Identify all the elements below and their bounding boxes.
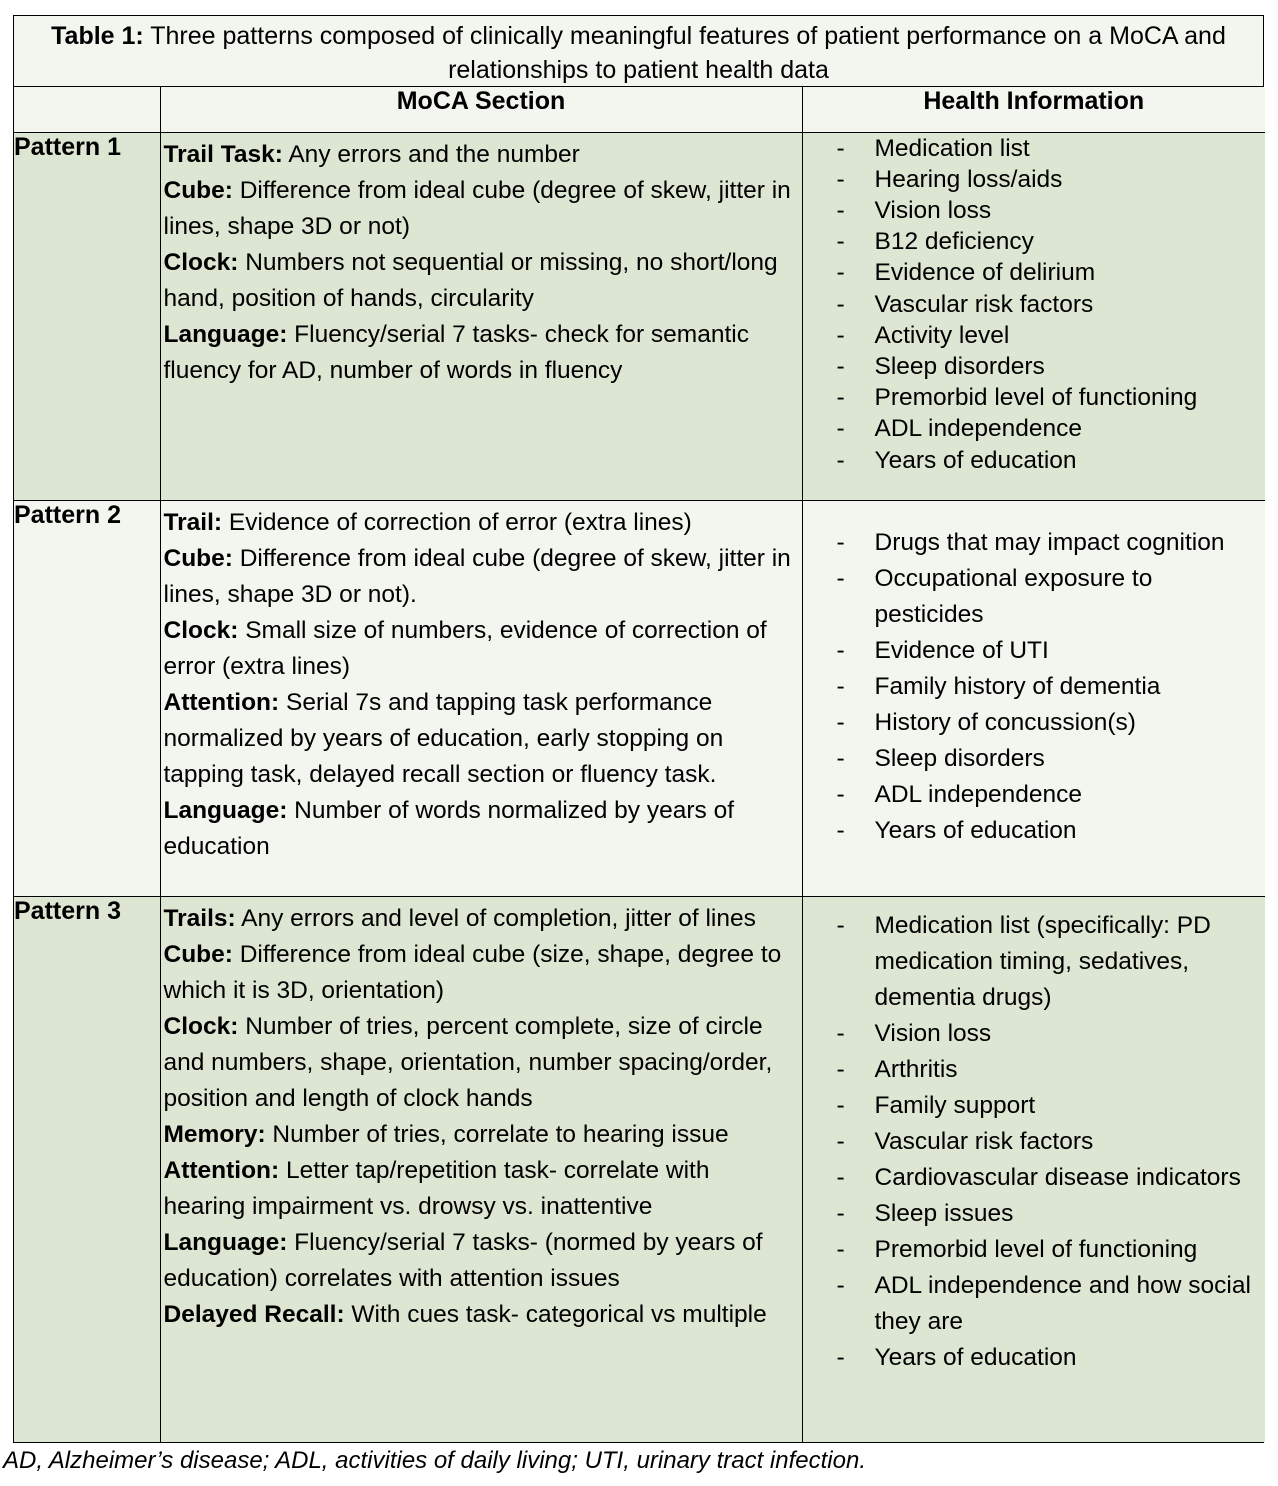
moca-cell [160, 896, 802, 1442]
list-item-text: ADL independence and how social they are [874, 1271, 1251, 1335]
moca-item [164, 901, 798, 937]
moca-item-term: Language: [163, 796, 288, 824]
table-caption [14, 16, 1263, 87]
moca-item [164, 1009, 798, 1117]
dash-bullet: - [836, 352, 845, 380]
list-item-text: ADL independence [874, 780, 1083, 808]
list-item [803, 1268, 1266, 1340]
list-item [803, 813, 1266, 849]
moca-item-text: Number of words normalized by years of education [163, 796, 734, 860]
moca-item-term: Cube: [163, 176, 233, 204]
caption-label: Table 1: [51, 22, 144, 50]
list-item-text: Occupational exposure to pesticides [874, 564, 1153, 628]
list-item-text: Family support [874, 1091, 1036, 1119]
list-item-text: Drugs that may impact cognition [874, 528, 1225, 556]
moca-item-text: Any errors and the number [282, 140, 580, 168]
moca-item-term: Attention: [163, 1156, 280, 1184]
list-item-text: Years of education [874, 816, 1077, 844]
moca-item [164, 937, 798, 1009]
list-item-text: Vision loss [874, 196, 992, 224]
list-item-text: B12 deficiency [874, 228, 1034, 256]
list-item [803, 1052, 1266, 1088]
dash-bullet: - [836, 134, 845, 162]
moca-item [164, 173, 798, 245]
list-item-text: Vision loss [874, 1019, 992, 1047]
list-item-text: Hearing loss/aids [874, 165, 1063, 193]
list-item [803, 164, 1266, 195]
patterns-table [14, 87, 1265, 1442]
list-item [803, 669, 1266, 705]
row-label: Pattern 1 [14, 132, 160, 500]
list-item [803, 1196, 1266, 1232]
header-row [14, 87, 1265, 132]
list-item [803, 525, 1266, 561]
dash-bullet: - [836, 1163, 845, 1191]
dash-bullet: - [836, 1091, 845, 1119]
list-item-text: Arthritis [874, 1055, 958, 1083]
moca-item-text: Letter tap/repetition task- correlate with hearing impairment vs. drowsy vs. inattentive [163, 1156, 710, 1220]
moca-item-text: Evidence of correction of error (extra lines) [222, 508, 692, 536]
list-item [803, 1124, 1266, 1160]
moca-item-term: Cube: [163, 940, 233, 968]
list-item [803, 1016, 1266, 1052]
dash-bullet: - [836, 816, 845, 844]
moca-item [164, 793, 798, 865]
moca-item-text: Difference from ideal cube (degree of skew, jitter in lines, shape 3D or not) [163, 176, 791, 240]
dash-bullet: - [836, 744, 845, 772]
list-item [803, 257, 1266, 288]
list-item-text: Evidence of UTI [874, 636, 1049, 664]
moca-cell [160, 500, 802, 896]
moca-item [164, 137, 798, 173]
row-label: Pattern 3 [14, 896, 160, 1442]
list-item [803, 705, 1266, 741]
list-item-text: History of concussion(s) [874, 708, 1136, 736]
table-row [14, 500, 1265, 896]
moca-item-text: Difference from ideal cube (size, shape, degree to which it is 3D, orientation) [163, 940, 782, 1004]
dash-bullet: - [836, 780, 845, 808]
list-item [803, 413, 1266, 444]
list-item [803, 633, 1266, 669]
list-item [803, 226, 1266, 257]
header-health-information: Health Information [802, 87, 1265, 132]
dash-bullet: - [836, 528, 845, 556]
moca-item-term: Delayed Recall: [163, 1300, 345, 1328]
moca-item-text: Small size of numbers, evidence of correction of error (extra lines) [163, 616, 767, 680]
list-item-text: Cardiovascular disease indicators [874, 1163, 1241, 1191]
moca-item-text: Numbers not sequential or missing, no short/long hand, position of hands, circularity [163, 248, 778, 312]
moca-item-term: Language: [163, 320, 288, 348]
moca-item-term: Clock: [163, 248, 239, 276]
moca-item-text: Number of tries, correlate to hearing issue [265, 1120, 729, 1148]
moca-item-text: Fluency/serial 7 tasks- check for semantic fluency for AD, number of words in fluency [163, 320, 749, 384]
list-item-text: Years of education [874, 1343, 1077, 1371]
list-item-text: Family history of dementia [874, 672, 1161, 700]
dash-bullet: - [836, 415, 845, 443]
list-item [803, 382, 1266, 413]
health-cell [802, 132, 1265, 500]
dash-bullet: - [836, 1019, 845, 1047]
caption-text: Three patterns composed of clinically meaningful features of patient performance on a MoCA and relationships to patient health data [150, 22, 1226, 84]
dash-bullet: - [836, 446, 845, 474]
moca-item [164, 1117, 798, 1153]
dash-bullet: - [836, 1343, 845, 1371]
list-item [803, 1340, 1266, 1376]
list-item-text: Premorbid level of functioning [874, 384, 1198, 412]
list-item-text: ADL independence [874, 415, 1083, 443]
moca-item-text: Any errors and level of completion, jitter of lines [235, 904, 756, 932]
header-blank [14, 87, 160, 132]
dash-bullet: - [836, 636, 845, 664]
dash-bullet: - [836, 1271, 845, 1299]
dash-bullet: - [836, 911, 845, 939]
moca-cell [160, 132, 802, 500]
dash-bullet: - [836, 708, 845, 736]
list-item-text: Sleep issues [874, 1199, 1014, 1227]
dash-bullet: - [836, 196, 845, 224]
list-item-text: Activity level [874, 321, 1010, 349]
moca-item-text: Serial 7s and tapping task performance normalized by years of education, early stopping on tapping task, delayed recall section or fluency task. [163, 688, 724, 788]
table-1 [13, 15, 1264, 1443]
list-item-text: Evidence of delirium [874, 259, 1096, 287]
dash-bullet: - [836, 259, 845, 287]
list-item [803, 1160, 1266, 1196]
moca-item-text: Fluency/serial 7 tasks- (normed by years of education) correlates with attention issues [163, 1228, 763, 1292]
moca-item-term: Memory: [163, 1120, 266, 1148]
dash-bullet: - [836, 165, 845, 193]
list-item [803, 320, 1266, 351]
list-item [803, 1088, 1266, 1124]
list-item-text: Sleep disorders [874, 352, 1045, 380]
moca-item [164, 1225, 798, 1297]
moca-item [164, 1297, 798, 1333]
dash-bullet: - [836, 384, 845, 412]
moca-item [164, 245, 798, 317]
moca-item-term: Cube: [163, 544, 233, 572]
list-item [803, 741, 1266, 777]
moca-item-term: Language: [163, 1228, 288, 1256]
list-item-text: Medication list [874, 134, 1030, 162]
list-item [803, 351, 1266, 382]
moca-item-term: Trail: [163, 508, 223, 536]
moca-item [164, 613, 798, 685]
dash-bullet: - [836, 1127, 845, 1155]
table-footnote: AD, Alzheimer’s disease; ADL, activities of daily living; UTI, urinary tract infection. [3, 1447, 866, 1474]
table-row [14, 896, 1265, 1442]
moca-item-term: Clock: [163, 1012, 239, 1040]
moca-item-term: Clock: [163, 616, 239, 644]
moca-item [164, 541, 798, 613]
health-list [803, 133, 1266, 476]
moca-item-term: Attention: [163, 688, 280, 716]
health-list [803, 908, 1266, 1376]
dash-bullet: - [836, 564, 845, 592]
table-row [14, 132, 1265, 500]
health-cell [802, 500, 1265, 896]
list-item-text: Medication list (specifically: PD medication timing, sedatives, dementia drugs) [874, 911, 1211, 1011]
moca-item-text: Number of tries, percent complete, size of circle and numbers, shape, orientation, number spacing/order, position and length of clock hands [163, 1012, 773, 1112]
list-item-text: Years of education [874, 446, 1077, 474]
list-item [803, 777, 1266, 813]
list-item-text: Vascular risk factors [874, 290, 1094, 318]
moca-item [164, 1153, 798, 1225]
dash-bullet: - [836, 1055, 845, 1083]
row-label: Pattern 2 [14, 500, 160, 896]
moca-item-term: Trail Task: [163, 140, 283, 168]
list-item [803, 908, 1266, 1016]
moca-item [164, 505, 798, 541]
health-cell [802, 896, 1265, 1442]
list-item-text: Vascular risk factors [874, 1127, 1094, 1155]
list-item [803, 561, 1266, 633]
dash-bullet: - [836, 672, 845, 700]
list-item-text: Sleep disorders [874, 744, 1045, 772]
moca-item-text: Difference from ideal cube (degree of skew, jitter in lines, shape 3D or not). [163, 544, 791, 608]
list-item-text: Premorbid level of functioning [874, 1235, 1198, 1263]
list-item [803, 195, 1266, 226]
health-list [803, 525, 1266, 849]
dash-bullet: - [836, 290, 845, 318]
dash-bullet: - [836, 1199, 845, 1227]
moca-item [164, 685, 798, 793]
list-item [803, 445, 1266, 476]
moca-item [164, 317, 798, 389]
dash-bullet: - [836, 228, 845, 256]
moca-item-text: With cues task- categorical vs multiple [344, 1300, 767, 1328]
list-item [803, 1232, 1266, 1268]
list-item [803, 133, 1266, 164]
header-moca-section: MoCA Section [160, 87, 802, 132]
dash-bullet: - [836, 1235, 845, 1263]
dash-bullet: - [836, 321, 845, 349]
list-item [803, 289, 1266, 320]
moca-item-term: Trails: [163, 904, 236, 932]
